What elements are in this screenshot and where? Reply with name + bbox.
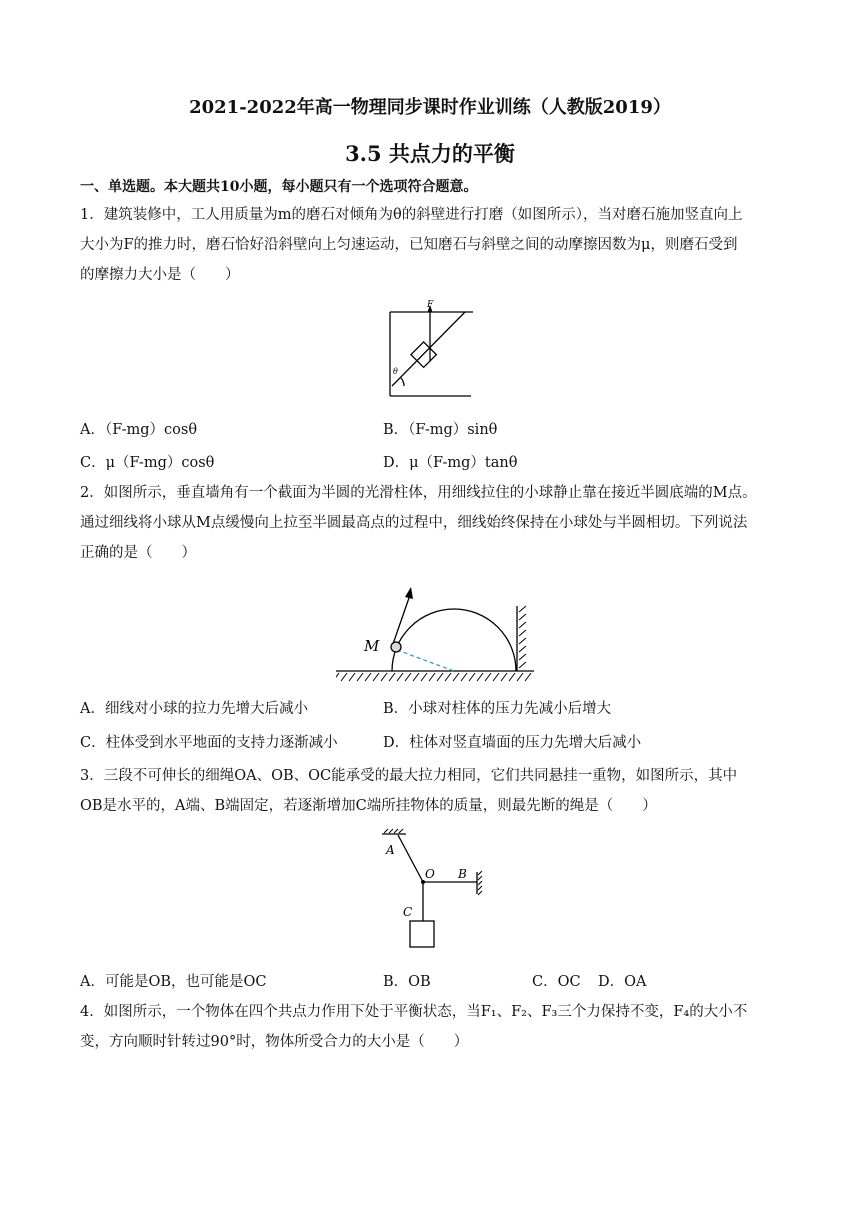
- question-2-option-d[interactable]: D．柱体对竖直墙面的压力先增大后减小: [383, 735, 642, 751]
- label-b: B: [458, 867, 467, 881]
- point-m-label: M: [364, 637, 380, 655]
- question-2-line-3: 正确的是（ ）: [80, 545, 196, 561]
- question-2-option-b[interactable]: B．小球对柱体的压力先减小后增大: [383, 701, 612, 717]
- question-4-line-1: 4．如图所示，一个物体在四个共点力作用下处于平衡状态，当F₁、F₂、F₃三个力保持不变，F₄的大小不: [80, 1004, 748, 1020]
- question-1-option-a[interactable]: A．（F-mg）cosθ: [80, 422, 198, 438]
- question-2-stem: [80, 478, 780, 568]
- question-1-line-3: 的摩擦力大小是（ ）: [80, 267, 240, 283]
- question-1-option-b[interactable]: B．（F-mg）sinθ: [383, 422, 498, 438]
- question-2-line-2: 通过细线将小球从M点缓慢向上拉至半圆最高点的过程中，细线始终保持在小球处与半圆相切。下列说法: [80, 515, 748, 531]
- section-heading: 一、单选题。本大题共10小题，每小题只有一个选项符合题意。: [80, 179, 478, 195]
- question-3-option-a[interactable]: A．可能是OB，也可能是OC: [80, 974, 267, 990]
- force-label: F: [427, 300, 434, 310]
- question-1-line-1: 1．建筑装修中，工人用质量为m的磨石对倾角为θ的斜壁进行打磨（如图所示），当对磨石施加竖直向上: [80, 207, 743, 223]
- question-1-option-c[interactable]: C．μ（F-mg）cosθ: [80, 455, 215, 471]
- question-1-stem: [80, 200, 780, 290]
- question-3-option-d[interactable]: D．OA: [598, 974, 647, 990]
- question-3-line-2: OB是水平的，A端、B端固定，若逐渐增加C端所挂物体的质量，则最先断的绳是（ ）: [80, 798, 657, 814]
- label-a: A: [386, 843, 395, 857]
- label-o: O: [425, 867, 435, 881]
- question-4-line-2: 变，方向顺时针转过90°时，物体所受合力的大小是（ ）: [80, 1034, 469, 1050]
- question-2-figure: [336, 578, 536, 686]
- question-1-line-2: 大小为F的推力时，磨石恰好沿斜壁向上匀速运动，已知磨石与斜壁之间的动摩擦因数为μ，则磨石受到: [80, 237, 738, 253]
- question-1-figure: [385, 298, 475, 400]
- document-title: 2021-2022年高一物理同步课时作业训练（人教版2019）: [189, 97, 671, 118]
- question-3-option-c[interactable]: C．OC: [532, 974, 581, 990]
- question-3-stem: [80, 761, 780, 821]
- label-c: C: [403, 905, 413, 919]
- question-2-line-1: 2．如图所示，垂直墙角有一个截面为半圆的光滑柱体，用细线拉住的小球静止靠在接近半圆底端的M点。: [80, 485, 757, 501]
- question-1-option-d[interactable]: D．μ（F-mg）tanθ: [383, 455, 518, 471]
- question-3-figure: [380, 828, 490, 954]
- question-4-stem: [80, 997, 780, 1057]
- angle-label: θ: [393, 367, 398, 376]
- question-3-line-1: 3．三段不可伸长的细绳OA、OB、OC能承受的最大拉力相同，它们共同悬挂一重物，如图所示，其中: [80, 768, 738, 784]
- lesson-title: 3.5 共点力的平衡: [345, 141, 515, 166]
- question-3-option-b[interactable]: B．OB: [383, 974, 431, 990]
- question-2-option-c[interactable]: C．柱体受到水平地面的支持力逐渐减小: [80, 735, 338, 751]
- question-2-option-a[interactable]: A．细线对小球的拉力先增大后减小: [80, 701, 308, 717]
